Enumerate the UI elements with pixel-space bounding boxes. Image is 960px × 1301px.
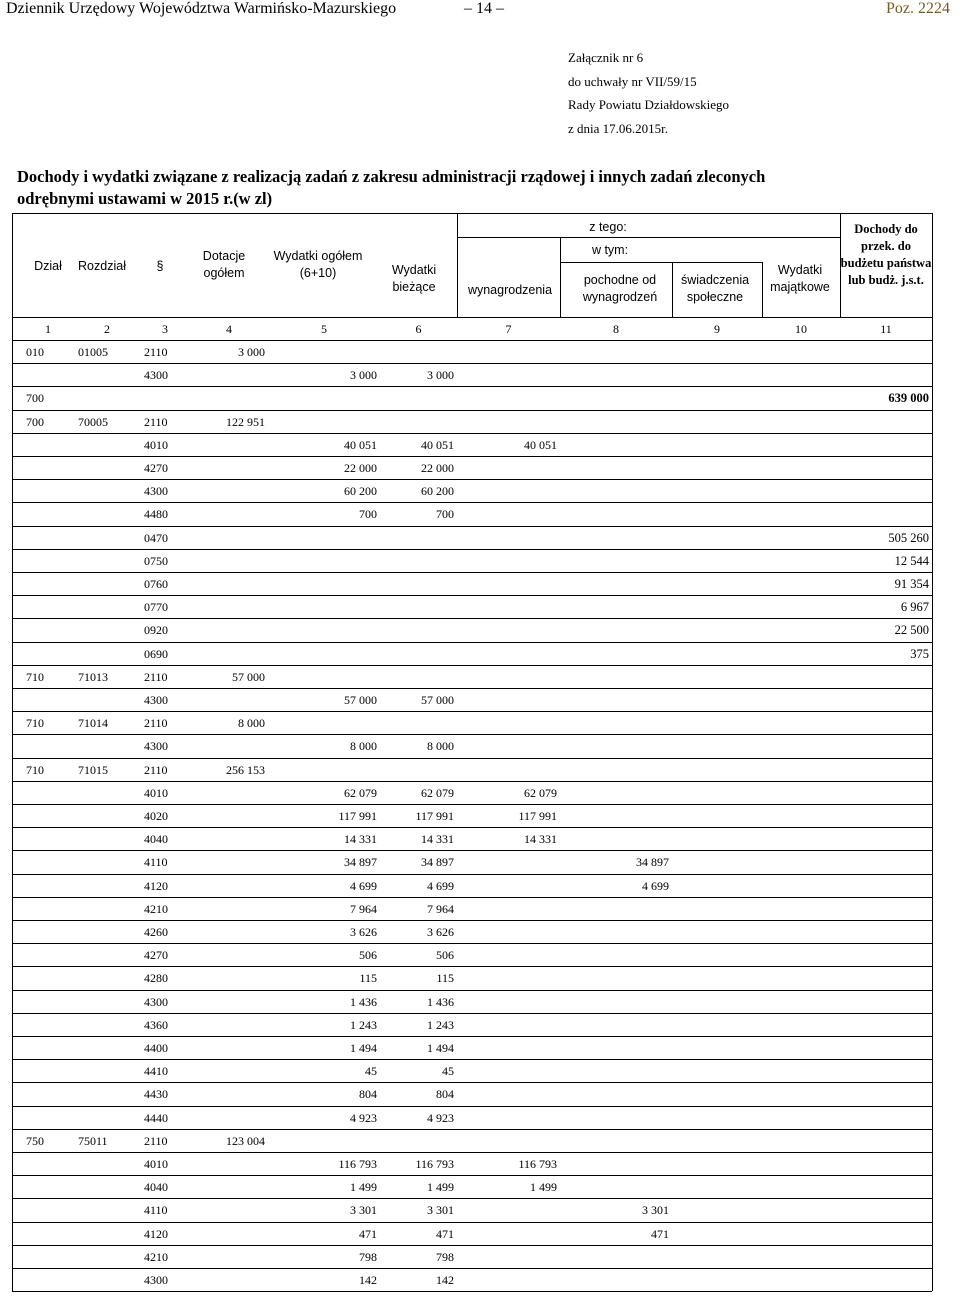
table-cell: 4120 (144, 878, 168, 893)
table-cell: 0760 (144, 577, 168, 591)
table-cell: 256 153 (226, 762, 265, 777)
col-header-dochody: Dochody do przek. do budżetu państwa lub budż. j.s.t. (840, 222, 932, 287)
row-divider (12, 595, 932, 596)
col-header-wydatki-ogolem: Wydatki ogółem (6+10) (273, 249, 363, 280)
table-cell: 45 (365, 1064, 377, 1079)
row-divider (12, 1222, 932, 1223)
table-cell: 010 (26, 345, 44, 359)
row-divider (12, 781, 932, 782)
column-number: 8 (613, 322, 619, 336)
row-divider (12, 850, 932, 851)
table-cell: 4270 (144, 948, 168, 963)
row-divider (12, 1175, 932, 1176)
table-cell: 1 494 (350, 1041, 377, 1055)
table-cell: 4010 (144, 785, 168, 800)
table-cell: 3 000 (238, 345, 265, 359)
table-cell: 4110 (144, 1203, 168, 1218)
column-number: 4 (226, 322, 232, 336)
table-cell: 70005 (78, 414, 108, 429)
col-header-biezace: Wydatki bieżące (391, 263, 437, 294)
table-cell: 0920 (144, 623, 168, 638)
table-cell: 4300 (144, 484, 168, 499)
row-divider (12, 526, 932, 527)
row-divider (12, 1152, 932, 1153)
table-cell: 506 (436, 948, 454, 963)
table-cell: 750 (26, 1133, 44, 1148)
table-cell: 4 923 (427, 1110, 454, 1125)
table-cell: 3 626 (427, 925, 454, 939)
table-cell: 4020 (144, 809, 168, 823)
table-cell: 142 (359, 1273, 377, 1287)
row-divider (12, 1129, 932, 1130)
attachment-line: Rady Powiatu Działdowskiego (568, 97, 730, 112)
table-cell: 62 079 (524, 785, 557, 800)
table-cell: 3 000 (350, 368, 377, 383)
row-divider (12, 1268, 932, 1269)
table-cell: 40 051 (344, 437, 377, 452)
header-divider (457, 237, 840, 238)
table-cell: 4040 (144, 1180, 168, 1195)
col-header-w-tym: w tym: (591, 243, 629, 257)
table-cell: 4 699 (427, 878, 454, 893)
table-cell: 4110 (144, 855, 168, 870)
table-cell: 506 (359, 948, 377, 963)
table-cell: 122 951 (226, 414, 265, 429)
row-divider (12, 897, 932, 898)
table-cell: 7 964 (427, 901, 454, 916)
table-cell: 34 897 (421, 855, 454, 870)
row-divider (12, 572, 932, 573)
column-number: 10 (795, 322, 807, 336)
header-column-divider (762, 262, 763, 317)
row-divider (12, 943, 932, 944)
table-cell: 34 897 (344, 855, 377, 870)
table-cell: 700 (26, 414, 44, 429)
table-cell: 375 (910, 646, 929, 661)
header-column-divider (560, 237, 561, 317)
table-cell: 22 000 (344, 461, 377, 475)
table-cell: 1 499 (530, 1180, 557, 1195)
table-cell: 2110 (144, 669, 168, 684)
col-header-pochodne: pochodne od wynagrodzeń (582, 273, 658, 304)
table-cell: 2110 (144, 716, 168, 731)
column-number: 1 (45, 322, 51, 336)
table-cell: 471 (436, 1226, 454, 1241)
table-cell: 2110 (144, 345, 168, 359)
row-divider (12, 688, 932, 689)
col-header-wynagrodzenia: wynagrodzenia (467, 283, 553, 297)
row-divider (12, 1013, 932, 1014)
table-cell: 4360 (144, 1017, 168, 1032)
table-cell: 12 544 (894, 553, 929, 568)
table-cell: 4410 (144, 1064, 168, 1079)
page-header (0, 0, 960, 20)
table-cell: 40 051 (421, 437, 454, 452)
table-cell: 4430 (144, 1087, 168, 1102)
table-cell: 71013 (78, 669, 108, 684)
table-cell: 8 000 (350, 739, 377, 754)
table-cell: 700 (26, 391, 44, 406)
row-divider (12, 1106, 932, 1107)
table-cell: 710 (26, 669, 44, 684)
row-divider (12, 758, 932, 759)
col-header-z-tego: z tego: (589, 220, 627, 234)
column-number: 7 (505, 322, 512, 336)
header-column-divider (672, 262, 673, 317)
table-cell: 4440 (144, 1110, 168, 1125)
col-header-rozdzial: Rozdział (78, 259, 126, 273)
table-cell: 0470 (144, 530, 168, 545)
table-cell: 01005 (78, 345, 108, 359)
row-divider (12, 990, 932, 991)
row-divider (12, 711, 932, 712)
row-divider (12, 827, 932, 828)
row-divider (12, 1245, 932, 1246)
table-cell: 3 301 (350, 1203, 377, 1218)
table-cell: 6 967 (900, 600, 929, 615)
table-cell: 4 923 (350, 1110, 377, 1125)
table-cell: 2110 (144, 414, 168, 429)
table-cell: 2110 (144, 762, 168, 777)
table-cell: 710 (26, 716, 44, 731)
table-cell: 62 079 (421, 785, 454, 800)
attachment-line: do uchwały nr VII/59/15 (568, 73, 697, 89)
table-cell: 14 331 (421, 832, 454, 847)
column-number: 5 (321, 322, 327, 336)
col-header-dzial: Dział (34, 259, 62, 273)
table-cell: 4480 (144, 507, 168, 522)
table-cell: 700 (359, 507, 377, 522)
table-cell: 91 354 (894, 577, 929, 591)
row-divider (12, 386, 932, 387)
row-divider (12, 502, 932, 503)
table-cell: 1 243 (427, 1017, 454, 1032)
col-header-swiadczenia: świadczenia społeczne (680, 273, 750, 304)
table-cell: 115 (359, 971, 377, 986)
table-cell: 57 000 (344, 693, 377, 707)
table-cell: 4300 (144, 739, 168, 754)
column-number: 11 (880, 322, 892, 336)
table-cell: 471 (651, 1226, 669, 1241)
table-cell: 0750 (144, 553, 168, 568)
table-cell: 710 (26, 762, 44, 777)
row-divider (12, 734, 932, 735)
table-cell: 4 699 (642, 878, 669, 893)
column-number: 2 (104, 322, 110, 336)
table-cell: 60 200 (344, 484, 377, 499)
table-cell: 1 499 (350, 1180, 377, 1195)
table-cell: 116 793 (518, 1157, 557, 1171)
header-column-divider (840, 213, 841, 317)
header-column-divider (457, 213, 458, 317)
table-cell: 471 (359, 1226, 377, 1241)
table-cell: 4210 (144, 1249, 168, 1264)
table-cell: 60 200 (421, 484, 454, 499)
table-cell: 123 004 (226, 1133, 265, 1148)
table-cell: 4 699 (350, 878, 377, 893)
attachment-line: Załącznik nr 6 (568, 50, 644, 65)
table-cell: 1 436 (350, 994, 377, 1009)
column-number: 6 (415, 322, 422, 336)
col-header-paragraf: § (156, 259, 164, 273)
row-divider (12, 363, 932, 364)
document-title: Dochody i wydatki związane z realizacją zadań z zakresu administracji rządowej i innych zadań zleconych odrębnymi ustawami w 2015 r.(w zl) (17, 167, 766, 208)
table-cell: 4260 (144, 925, 168, 939)
table-cell: 3 301 (427, 1203, 454, 1218)
table-cell: 7 964 (350, 901, 377, 916)
table-cell: 117 991 (415, 809, 454, 823)
row-divider (12, 618, 932, 619)
table-cell: 0770 (144, 600, 168, 615)
table-cell: 117 991 (338, 809, 377, 823)
row-divider (12, 456, 932, 457)
attachment-note (568, 46, 729, 140)
table-cell: 804 (436, 1087, 454, 1102)
page-number: – 14 – (464, 0, 504, 17)
row-divider (12, 1036, 932, 1037)
table-cell: 115 (436, 971, 454, 986)
attachment-line: z dnia 17.06.2015r. (568, 120, 669, 136)
row-divider (12, 920, 932, 921)
row-divider (12, 1082, 932, 1083)
row-divider (12, 340, 932, 341)
table-cell: 1 494 (427, 1041, 454, 1055)
table-cell: 40 051 (524, 437, 557, 452)
table-cell: 4400 (144, 1041, 168, 1055)
table-cell: 0690 (144, 646, 168, 661)
row-divider (12, 966, 932, 967)
table-cell: 57 000 (232, 669, 265, 684)
table-cell: 71015 (78, 762, 108, 777)
position-number: Poz. 2224 (886, 0, 950, 17)
table-cell: 142 (436, 1273, 454, 1287)
table-cell: 8 000 (238, 716, 265, 731)
table-cell: 57 000 (421, 693, 454, 707)
table-border-top (12, 213, 932, 214)
table-cell: 3 626 (350, 925, 377, 939)
table-border-bottom (12, 1291, 932, 1292)
column-number: 9 (714, 322, 720, 336)
table-cell: 14 331 (344, 832, 377, 847)
table-cell: 8 000 (427, 739, 454, 754)
table-cell: 71014 (78, 716, 108, 731)
table-cell: 22 500 (894, 623, 929, 638)
table-cell: 1 243 (350, 1017, 377, 1032)
table-cell: 4120 (144, 1226, 168, 1241)
row-divider (12, 433, 932, 434)
table-cell: 62 079 (344, 785, 377, 800)
col-header-majatkowe: Wydatki majątkowe (770, 263, 830, 294)
table-cell: 798 (436, 1249, 454, 1264)
header-divider (560, 262, 762, 263)
table-cell: 798 (359, 1249, 377, 1264)
row-divider (12, 549, 932, 550)
row-divider (12, 479, 932, 480)
table-cell: 1 499 (427, 1180, 454, 1195)
col-header-dotacje: Dotacje ogółem (202, 249, 246, 280)
table-cell: 4210 (144, 901, 168, 916)
table-cell: 4280 (144, 971, 168, 986)
row-divider (12, 665, 932, 666)
journal-title: Dziennik Urzędowy Województwa Warmińsko-Mazurskiego (6, 0, 397, 17)
row-divider (12, 874, 932, 875)
table-cell: 3 000 (427, 368, 454, 383)
table-cell: 116 793 (415, 1157, 454, 1171)
table-cell: 804 (359, 1087, 377, 1102)
table-cell: 700 (436, 507, 454, 522)
table-cell: 34 897 (636, 855, 669, 870)
table-cell: 3 301 (642, 1203, 669, 1218)
table-cell: 116 793 (338, 1157, 377, 1171)
row-divider (12, 804, 932, 805)
table-cell: 639 000 (888, 391, 929, 406)
table-cell: 117 991 (518, 809, 557, 823)
column-number: 3 (162, 322, 168, 336)
table-cell: 4300 (144, 693, 168, 707)
row-divider (12, 642, 932, 643)
table-cell: 22 000 (421, 461, 454, 475)
header-bottom-border (12, 317, 932, 318)
table-cell: 4010 (144, 1157, 168, 1171)
table-cell: 2110 (144, 1133, 168, 1148)
table-border-right (932, 213, 933, 1291)
table-cell: 45 (442, 1064, 454, 1079)
table-cell: 4300 (144, 368, 168, 383)
table-cell: 4040 (144, 832, 168, 847)
row-divider (12, 410, 932, 411)
table-cell: 4300 (144, 1273, 168, 1287)
table-cell: 14 331 (524, 832, 557, 847)
table-cell: 505 260 (888, 530, 929, 545)
table-cell: 4300 (144, 994, 168, 1009)
table-cell: 75011 (78, 1133, 108, 1148)
table-cell: 4010 (144, 437, 168, 452)
row-divider (12, 1059, 932, 1060)
table-cell: 1 436 (427, 994, 454, 1009)
row-divider (12, 1198, 932, 1199)
table-cell: 4270 (144, 461, 168, 475)
